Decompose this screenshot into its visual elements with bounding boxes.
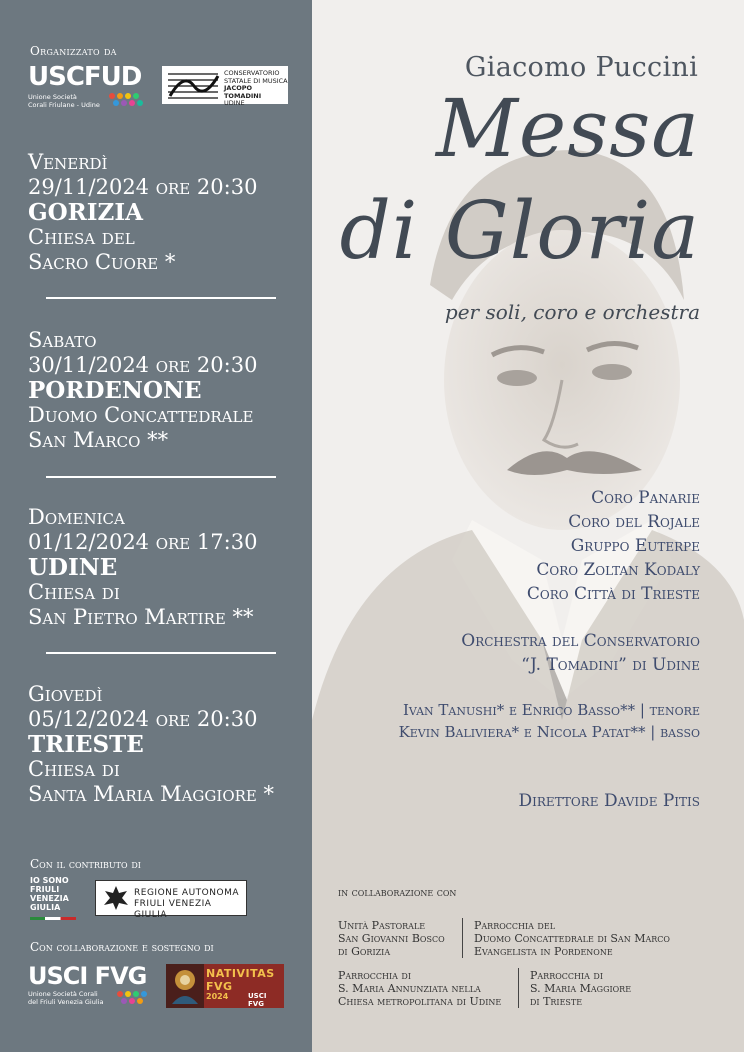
- choir-item: Coro Zoltan Kodaly: [536, 560, 700, 580]
- event-datetime: 01/12/2024 ore 17:30: [28, 530, 258, 554]
- event-venue-line1: Duomo Concattedrale: [28, 403, 254, 427]
- conservatorio-logo-text: CONSERVATORIO STATALE DI MUSICA JACOPO TOMADINI UDINE: [224, 69, 288, 107]
- event-datetime: 30/11/2024 ore 20:30: [28, 353, 258, 377]
- event-city: UDINE: [28, 554, 118, 581]
- event-venue-line1: Chiesa del: [28, 225, 135, 249]
- director-credit: Direttore Davide Pitis: [518, 791, 700, 811]
- colored-dots-icon: [116, 990, 150, 1004]
- uscfud-logo-word: USCFUD: [28, 62, 142, 92]
- nativitas-org: USCI FVG: [248, 992, 267, 1008]
- event-day: Domenica: [28, 505, 125, 529]
- event-udine: [28, 505, 257, 630]
- event-trieste: [28, 682, 274, 807]
- partner-divider: [518, 968, 519, 1008]
- io-sono-fvg-logo: IO SONO FRIULI VENEZIA GIULIA: [30, 876, 86, 922]
- work-title-line2: di Gloria: [339, 184, 700, 277]
- sidebar-panel: [0, 0, 312, 1052]
- nativitas-title: NATIVITAS FVG: [206, 967, 275, 993]
- in-collaboration-label: in collaborazione con: [338, 886, 457, 899]
- event-datetime: 05/12/2024 ore 20:30: [28, 707, 258, 731]
- event-city: PORDENONE: [28, 377, 202, 404]
- divider: [46, 297, 276, 299]
- eagle-icon: [101, 883, 131, 913]
- regione-logo-text: REGIONE AUTONOMA FRIULI VENEZIA GIULIA: [134, 888, 239, 920]
- organized-by-label: Organizzato da: [30, 44, 117, 58]
- partner-gorizia: Unità Pastorale San Giovanni Bosco di Gorizia: [338, 919, 445, 958]
- divider: [46, 652, 276, 654]
- event-venue-line2: Santa Maria Maggiore *: [28, 782, 275, 806]
- choir-item: Coro Città di Trieste: [526, 584, 700, 604]
- event-pordenone: [28, 328, 257, 453]
- event-city: GORIZIA: [28, 199, 143, 226]
- italian-flag-bar: [30, 917, 76, 920]
- choir-item: Gruppo Euterpe: [570, 536, 700, 556]
- nativitas-year: 2024: [206, 992, 229, 1001]
- choir-item: Coro del Rojale: [568, 512, 700, 532]
- event-gorizia: [28, 150, 257, 275]
- collaboration-label: Con collaborazione e sostegno di: [30, 940, 214, 954]
- contribution-label: Con il contributo di: [30, 857, 141, 871]
- event-venue-line1: Chiesa di: [28, 580, 120, 604]
- uscfud-logo-subtitle: Unione Società Corali Friulane - Udine: [28, 93, 100, 109]
- composer-name: Giacomo Puccini: [464, 52, 698, 83]
- regione-fvg-logo: [95, 880, 247, 920]
- work-subtitle: per soli, coro e orchestra: [444, 300, 700, 324]
- event-day: Venerdì: [28, 150, 108, 174]
- partner-trieste: Parrocchia di S. Maria Maggiore di Trieste: [530, 969, 632, 1008]
- colored-dots-icon: [108, 92, 148, 106]
- event-city: TRIESTE: [28, 731, 144, 758]
- partner-pordenone: Parrocchia del Duomo Concattedrale di San Marco Evangelista in Pordenone: [474, 919, 670, 958]
- event-datetime: 29/11/2024 ore 20:30: [28, 175, 258, 199]
- divider: [46, 476, 276, 478]
- conservatorio-logo: [162, 66, 288, 107]
- partner-udine: Parrocchia di S. Maria Annunziata nella Chiesa metropolitana di Udine: [338, 969, 502, 1008]
- usci-fvg-logo-subtitle: Unione Società Corali del Friuli Venezia Giulia: [28, 990, 104, 1006]
- usci-fvg-logo-word: USCI FVG: [28, 962, 147, 990]
- nativity-artwork-icon: [166, 964, 204, 1008]
- event-day: Sabato: [28, 328, 97, 352]
- choir-item: Coro Panarie: [591, 488, 700, 508]
- partner-divider: [462, 918, 463, 958]
- uscfud-logo: [28, 62, 152, 108]
- event-venue-line2: San Marco **: [28, 428, 169, 452]
- event-venue-line2: San Pietro Martire **: [28, 605, 254, 629]
- work-title-line1: Messa: [435, 82, 700, 175]
- choirs-list: [527, 486, 700, 606]
- event-venue-line2: Sacro Cuore *: [28, 250, 176, 274]
- event-day: Giovedì: [28, 682, 103, 706]
- orchestra-credit: Orchestra del Conservatorio “J. Tomadini” di Udine: [461, 631, 700, 675]
- nativitas-fvg-logo: [166, 964, 284, 1008]
- event-venue-line1: Chiesa di: [28, 757, 120, 781]
- soloists-credit: Ivan Tanushi* e Enrico Basso** | tenore Kevin Baliviera* e Nicola Patat** | basso: [398, 701, 700, 741]
- conservatorio-emblem-icon: [164, 66, 222, 104]
- usci-fvg-logo: [28, 962, 152, 1006]
